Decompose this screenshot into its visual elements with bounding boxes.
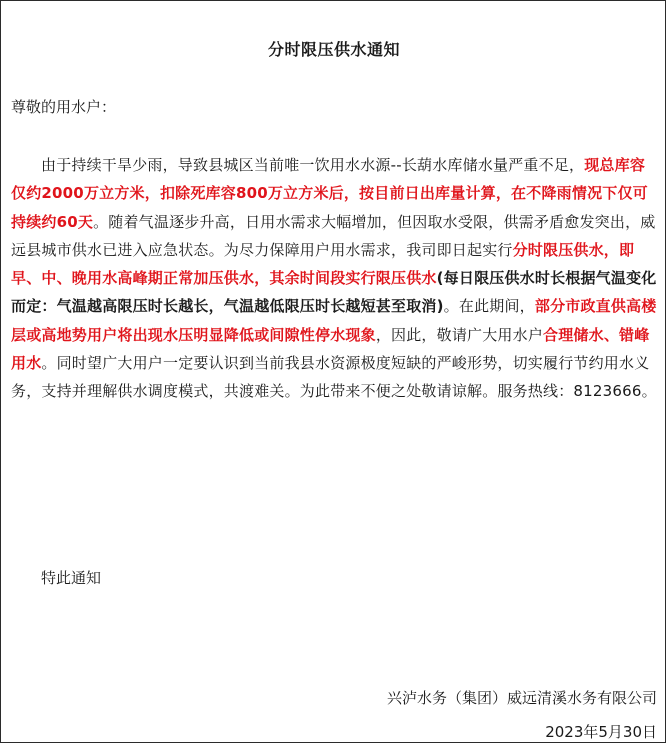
body-segment-highlight: 部分市政直供高楼层或高地势用户将出现水压明显降低或间隙性停水现象 <box>11 297 657 344</box>
salutation: 尊敬的用水户： <box>11 98 117 116</box>
body-segment-bold: (每日限压供水时长根据气温变化而定：气温越高限压时长越长，气温越低限压时长越短甚至取消) <box>11 269 657 316</box>
issue-date: 2023年5月30日 <box>545 723 657 741</box>
body-segment: 。随着气温逐步升高，日用水需求大幅增加，但因取水受限，供需矛盾愈发突出，威远县城市供水已进入应急状态。为尽力保障用户用水需求，我司即日起实行 <box>11 212 656 259</box>
body-segment-highlight: 合理储水、错峰用水 <box>11 325 650 373</box>
body-segment: 。同时望广大用户一定要认识到当前我县水资源极度短缺的严峻形势，切实履行节约用水义务，支持并理解供水调度模式，共渡难关。为此带来不便之处敬请谅解。服务热线：8123666。 <box>11 354 657 401</box>
notice-body <box>11 151 659 406</box>
body-segment: 。在此期间， <box>443 297 535 316</box>
body-segment-highlight: 现总库容仅约2000万立方米，扣除死库容800万立方米后，按目前日出库量计算，在不降雨情况下仅可持续约60天 <box>11 156 648 231</box>
body-segment: 由于持续干旱少雨，导致县城区当前唯一饮用水水源--长葫水库储水量严重不足， <box>41 156 585 174</box>
closing-remark: 特此通知 <box>41 569 102 587</box>
issuing-organization: 兴泸水务（集团）威远清溪水务有限公司 <box>386 689 657 707</box>
notice-title: 分时限压供水通知 <box>267 40 400 59</box>
body-segment: ，因此，敬请广大用水户 <box>375 325 544 344</box>
body-segment-highlight: 分时限压供水，即早、中、晚用水高峰期正常加压供水，其余时间段实行限压供水 <box>11 240 635 288</box>
